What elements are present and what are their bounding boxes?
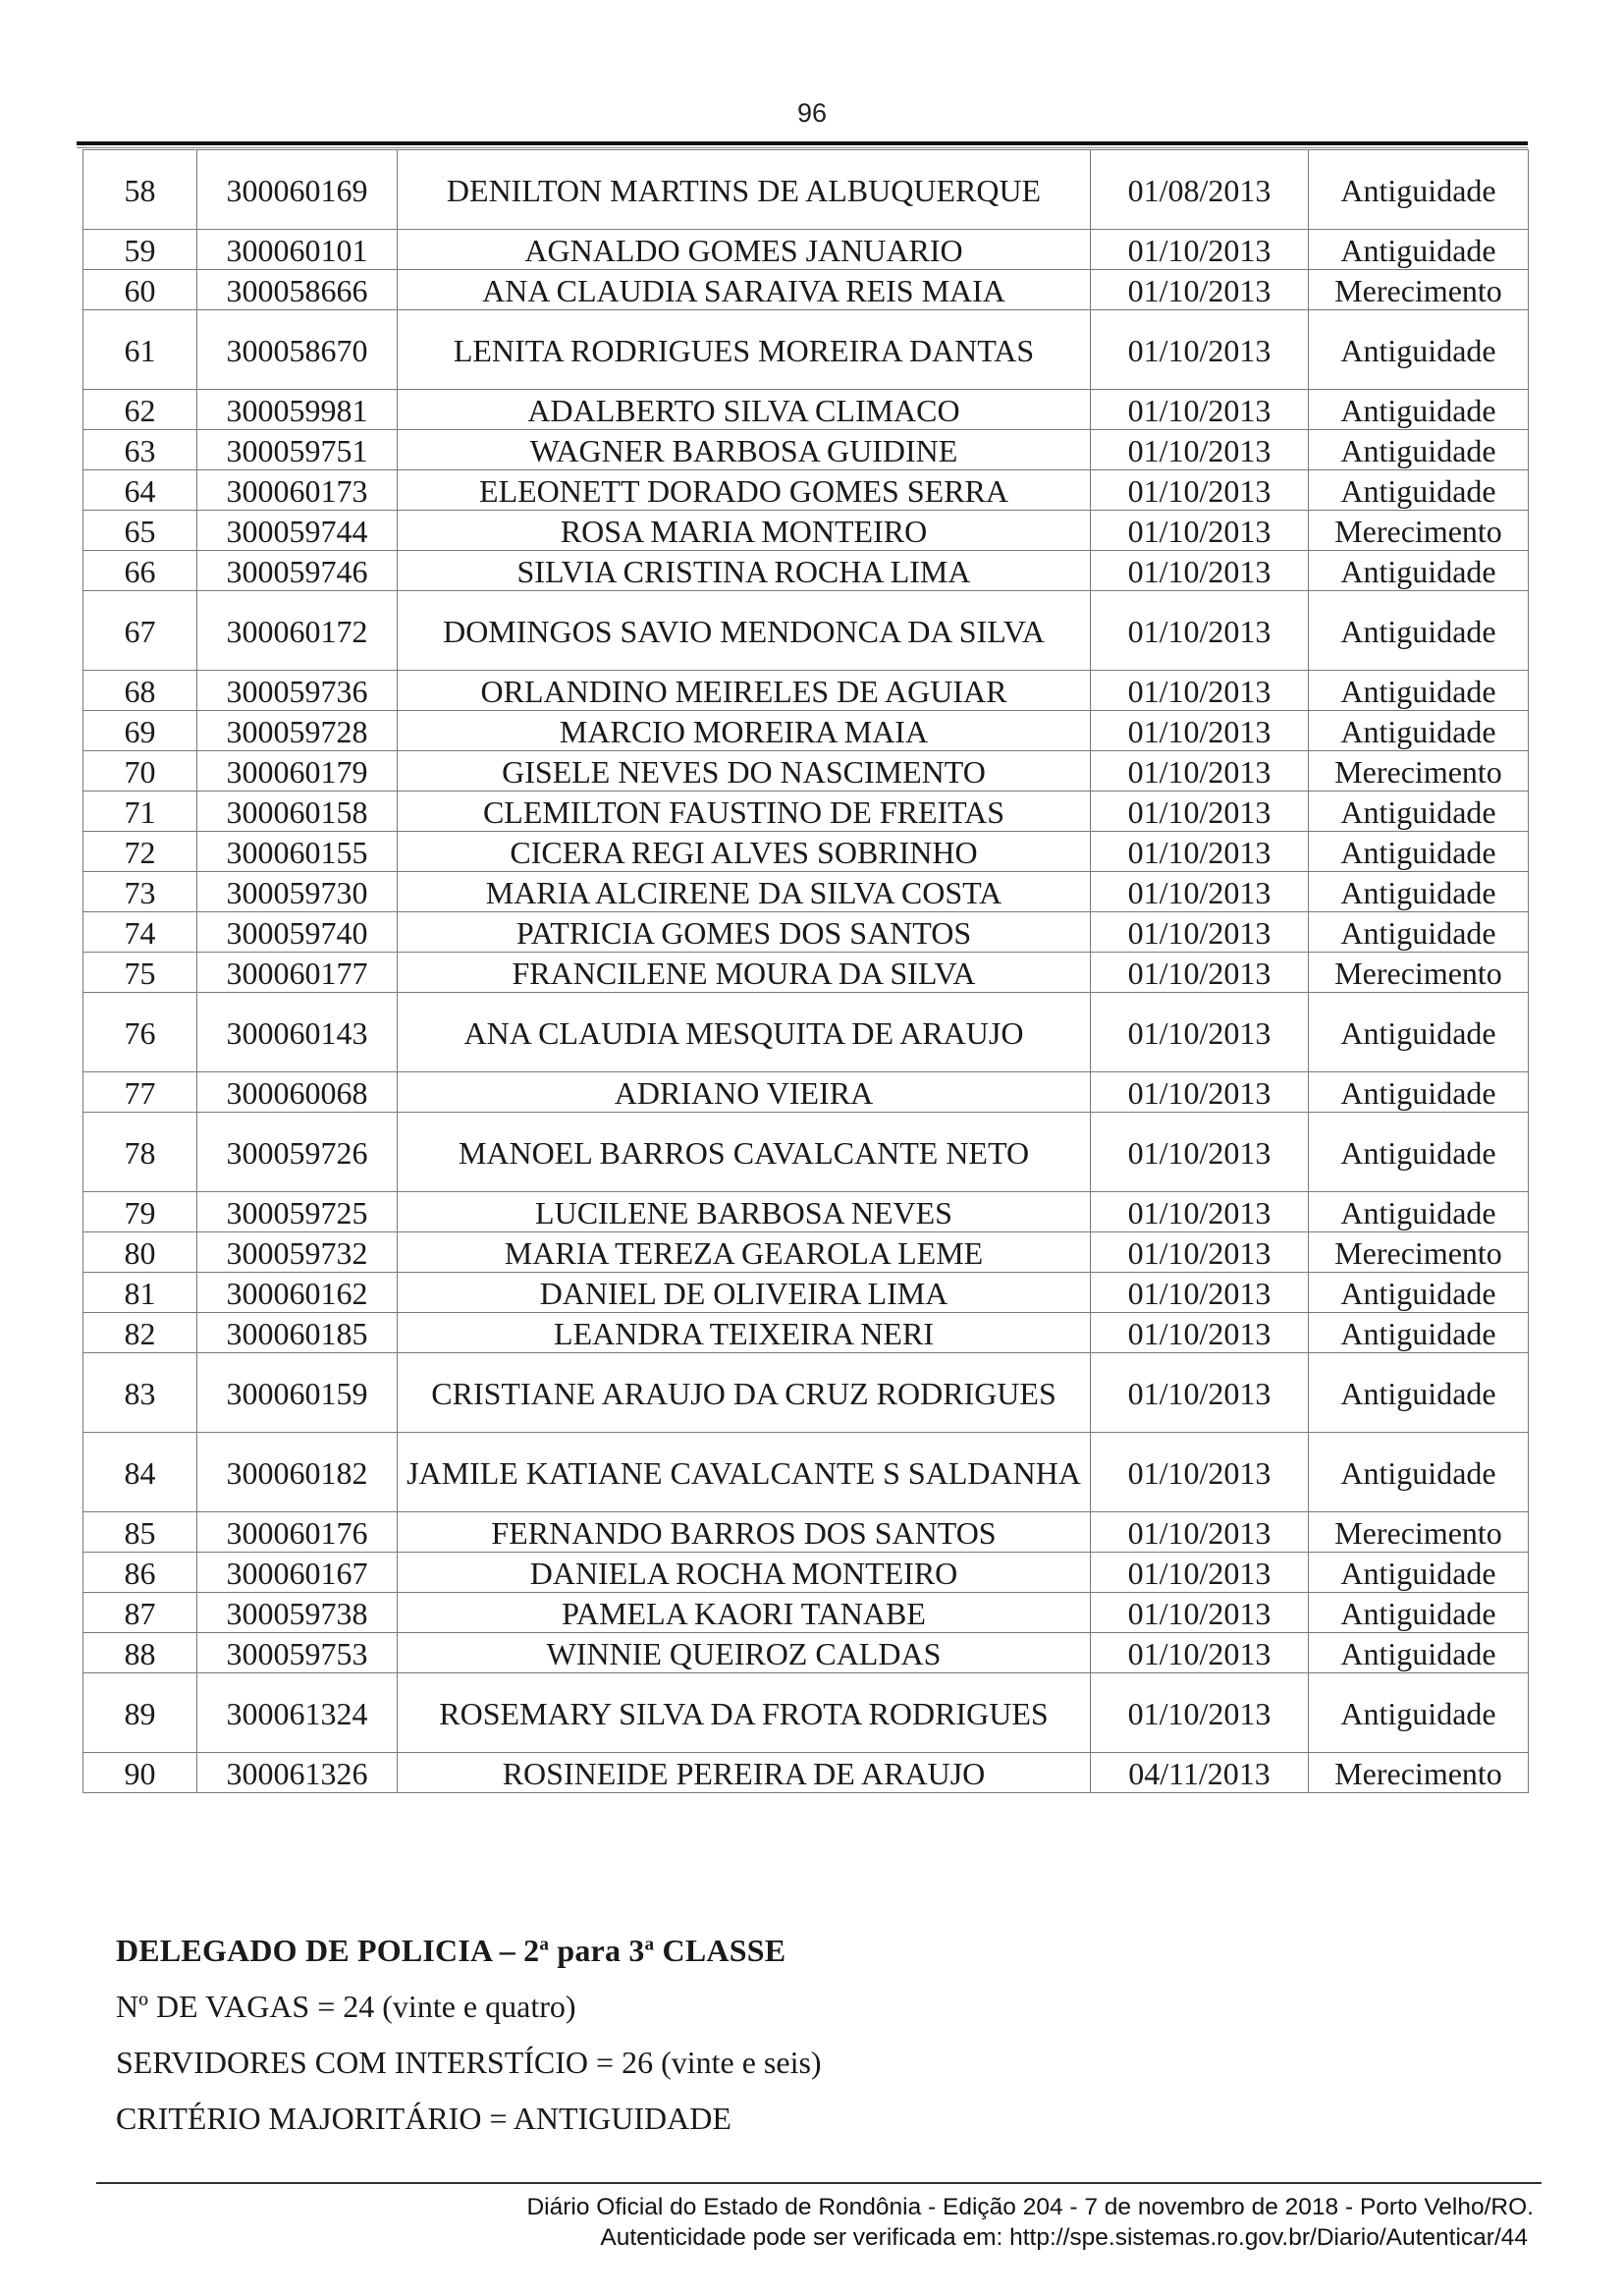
row-number: 65 [83, 511, 197, 551]
criterio-cell: Antiguidade [1309, 711, 1529, 751]
table-row [83, 711, 1529, 751]
name-cell: DOMINGOS SAVIO MENDONCA DA SILVA [398, 591, 1091, 671]
matricula-cell: 300059740 [197, 912, 398, 953]
date-cell: 01/08/2013 [1091, 150, 1309, 230]
table-row [83, 872, 1529, 912]
row-number: 84 [83, 1433, 197, 1512]
name-cell: DENILTON MARTINS DE ALBUQUERQUE [398, 150, 1091, 230]
section-title-prefix: DELEGADO DE POLICIA – 2 [116, 1933, 540, 1968]
matricula-cell: 300060179 [197, 751, 398, 792]
name-cell: PAMELA KAORI TANABE [398, 1593, 1091, 1633]
row-number: 78 [83, 1113, 197, 1192]
criterio-cell: Antiguidade [1309, 1113, 1529, 1192]
name-cell: FERNANDO BARROS DOS SANTOS [398, 1512, 1091, 1553]
date-cell: 01/10/2013 [1091, 792, 1309, 832]
table-row [83, 1313, 1529, 1353]
page-number: 96 [796, 98, 828, 128]
date-cell: 01/10/2013 [1091, 390, 1309, 430]
matricula-cell: 300059746 [197, 551, 398, 591]
table-row [83, 1192, 1529, 1232]
name-cell: PATRICIA GOMES DOS SANTOS [398, 912, 1091, 953]
table-row [83, 1433, 1529, 1512]
name-cell: ROSEMARY SILVA DA FROTA RODRIGUES [398, 1673, 1091, 1753]
name-cell: ELEONETT DORADO GOMES SERRA [398, 470, 1091, 511]
table-row [83, 230, 1529, 270]
date-cell: 01/10/2013 [1091, 1232, 1309, 1273]
name-cell: CICERA REGI ALVES SOBRINHO [398, 832, 1091, 872]
row-number: 82 [83, 1313, 197, 1353]
matricula-cell: 300059732 [197, 1232, 398, 1273]
matricula-cell: 300060101 [197, 230, 398, 270]
row-number: 72 [83, 832, 197, 872]
date-cell: 01/10/2013 [1091, 1313, 1309, 1353]
matricula-cell: 300059744 [197, 511, 398, 551]
name-cell: WAGNER BARBOSA GUIDINE [398, 430, 1091, 470]
row-number: 60 [83, 270, 197, 310]
footer-rule [96, 2182, 1542, 2184]
table-row [83, 1072, 1529, 1113]
date-cell: 01/10/2013 [1091, 470, 1309, 511]
row-number: 77 [83, 1072, 197, 1113]
matricula-cell: 300060177 [197, 953, 398, 993]
criterio-cell: Antiguidade [1309, 1553, 1529, 1593]
criterio-cell: Antiguidade [1309, 1433, 1529, 1512]
table-row [83, 511, 1529, 551]
matricula-cell: 300060068 [197, 1072, 398, 1113]
criterio-cell: Antiguidade [1309, 671, 1529, 711]
criterio-cell: Antiguidade [1309, 1353, 1529, 1433]
matricula-cell: 300059730 [197, 872, 398, 912]
criterio-cell: Antiguidade [1309, 310, 1529, 390]
footer-authenticity-link[interactable]: Autenticidade pode ser verificada em: http://spe.sistemas.ro.gov.br/Diario/Autenticar/44 [600, 2224, 1528, 2251]
name-cell: MARCIO MOREIRA MAIA [398, 711, 1091, 751]
matricula-cell: 300059738 [197, 1593, 398, 1633]
criterio-cell: Antiguidade [1309, 1633, 1529, 1673]
date-cell: 01/10/2013 [1091, 1113, 1309, 1192]
matricula-cell: 300060169 [197, 150, 398, 230]
table-row [83, 792, 1529, 832]
date-cell: 01/10/2013 [1091, 551, 1309, 591]
name-cell: GISELE NEVES DO NASCIMENTO [398, 751, 1091, 792]
matricula-cell: 300060167 [197, 1553, 398, 1593]
name-cell: ANA CLAUDIA SARAIVA REIS MAIA [398, 270, 1091, 310]
name-cell: ROSINEIDE PEREIRA DE ARAUJO [398, 1753, 1091, 1793]
criterio-cell: Antiguidade [1309, 430, 1529, 470]
criterio-cell: Antiguidade [1309, 832, 1529, 872]
table-row [83, 270, 1529, 310]
section-title-suffix: CLASSE [654, 1933, 786, 1968]
date-cell: 01/10/2013 [1091, 671, 1309, 711]
criterio-cell: Antiguidade [1309, 1273, 1529, 1313]
table-row [83, 150, 1529, 230]
table-row [83, 1553, 1529, 1593]
delegado-section [116, 1933, 822, 2157]
matricula-cell: 300060159 [197, 1353, 398, 1433]
matricula-cell: 300059753 [197, 1633, 398, 1673]
table-row [83, 551, 1529, 591]
name-cell: DANIEL DE OLIVEIRA LIMA [398, 1273, 1091, 1313]
row-number: 90 [83, 1753, 197, 1793]
table-row [83, 430, 1529, 470]
date-cell: 01/10/2013 [1091, 230, 1309, 270]
footer [526, 2192, 1534, 2253]
date-cell: 01/10/2013 [1091, 832, 1309, 872]
name-cell: FRANCILENE MOURA DA SILVA [398, 953, 1091, 993]
table-row [83, 1673, 1529, 1753]
criterio-cell: Antiguidade [1309, 150, 1529, 230]
table-row [83, 912, 1529, 953]
name-cell: ANA CLAUDIA MESQUITA DE ARAUJO [398, 993, 1091, 1072]
name-cell: MARIA ALCIRENE DA SILVA COSTA [398, 872, 1091, 912]
date-cell: 01/10/2013 [1091, 751, 1309, 792]
header-rule [77, 141, 1528, 145]
vagas-line: Nº DE VAGAS = 24 (vinte e quatro) [116, 1989, 576, 2024]
matricula-cell: 300060155 [197, 832, 398, 872]
name-cell: LEANDRA TEIXEIRA NERI [398, 1313, 1091, 1353]
criterio-cell: Merecimento [1309, 751, 1529, 792]
criterio-line: CRITÉRIO MAJORITÁRIO = ANTIGUIDADE [116, 2101, 731, 2136]
table-row [83, 751, 1529, 792]
table-row [83, 953, 1529, 993]
header-rule-thin [77, 147, 1528, 148]
name-cell: CLEMILTON FAUSTINO DE FREITAS [398, 792, 1091, 832]
matricula-cell: 300060185 [197, 1313, 398, 1353]
name-cell: CRISTIANE ARAUJO DA CRUZ RODRIGUES [398, 1353, 1091, 1433]
table-row [83, 1353, 1529, 1433]
criterio-cell: Merecimento [1309, 953, 1529, 993]
date-cell: 01/10/2013 [1091, 1353, 1309, 1433]
criterio-cell: Merecimento [1309, 1232, 1529, 1273]
row-number: 59 [83, 230, 197, 270]
table-row [83, 1633, 1529, 1673]
table-row [83, 832, 1529, 872]
criterio-cell: Antiguidade [1309, 591, 1529, 671]
criterio-cell: Antiguidade [1309, 993, 1529, 1072]
table-row [83, 1232, 1529, 1273]
row-number: 79 [83, 1192, 197, 1232]
criterio-cell: Antiguidade [1309, 792, 1529, 832]
name-cell: ADRIANO VIEIRA [398, 1072, 1091, 1113]
criterio-cell: Merecimento [1309, 1512, 1529, 1553]
matricula-cell: 300058666 [197, 270, 398, 310]
matricula-cell: 300060162 [197, 1273, 398, 1313]
criterio-cell: Merecimento [1309, 511, 1529, 551]
row-number: 68 [83, 671, 197, 711]
table-row [83, 1273, 1529, 1313]
row-number: 88 [83, 1633, 197, 1673]
criterio-cell: Antiguidade [1309, 551, 1529, 591]
matricula-cell: 300058670 [197, 310, 398, 390]
table-row [83, 1593, 1529, 1633]
name-cell: SILVIA CRISTINA ROCHA LIMA [398, 551, 1091, 591]
date-cell: 01/10/2013 [1091, 1072, 1309, 1113]
date-cell: 01/10/2013 [1091, 1673, 1309, 1753]
matricula-cell: 300060172 [197, 591, 398, 671]
table-row [83, 310, 1529, 390]
table-row [83, 1753, 1529, 1793]
section-title-ordinal-1: a [539, 1934, 550, 1955]
matricula-cell: 300060176 [197, 1512, 398, 1553]
name-cell: LUCILENE BARBOSA NEVES [398, 1192, 1091, 1232]
table-row [83, 993, 1529, 1072]
name-cell: WINNIE QUEIROZ CALDAS [398, 1633, 1091, 1673]
row-number: 66 [83, 551, 197, 591]
servidores-line: SERVIDORES COM INTERSTÍCIO = 26 (vinte e seis) [116, 2045, 822, 2080]
name-cell: ADALBERTO SILVA CLIMACO [398, 390, 1091, 430]
table-row [83, 390, 1529, 430]
criterio-cell: Merecimento [1309, 270, 1529, 310]
criterio-cell: Antiguidade [1309, 1313, 1529, 1353]
date-cell: 01/10/2013 [1091, 1593, 1309, 1633]
matricula-cell: 300060173 [197, 470, 398, 511]
date-cell: 01/10/2013 [1091, 711, 1309, 751]
matricula-cell: 300061326 [197, 1753, 398, 1793]
table-row [83, 591, 1529, 671]
row-number: 85 [83, 1512, 197, 1553]
criterio-cell: Merecimento [1309, 1753, 1529, 1793]
date-cell: 01/10/2013 [1091, 872, 1309, 912]
matricula-cell: 300059981 [197, 390, 398, 430]
matricula-cell: 300059728 [197, 711, 398, 751]
section-title [116, 1933, 822, 1969]
date-cell: 01/10/2013 [1091, 1512, 1309, 1553]
table-row [83, 1113, 1529, 1192]
date-cell: 01/10/2013 [1091, 270, 1309, 310]
criterio-cell: Antiguidade [1309, 470, 1529, 511]
name-cell: ORLANDINO MEIRELES DE AGUIAR [398, 671, 1091, 711]
date-cell: 01/10/2013 [1091, 1553, 1309, 1593]
row-number: 69 [83, 711, 197, 751]
roster-body [83, 150, 1529, 1793]
row-number: 62 [83, 390, 197, 430]
matricula-cell: 300060182 [197, 1433, 398, 1512]
date-cell: 01/10/2013 [1091, 1273, 1309, 1313]
criterio-cell: Antiguidade [1309, 872, 1529, 912]
row-number: 86 [83, 1553, 197, 1593]
matricula-cell: 300059726 [197, 1113, 398, 1192]
criterio-cell: Antiguidade [1309, 1673, 1529, 1753]
name-cell: MARIA TEREZA GEAROLA LEME [398, 1232, 1091, 1273]
row-number: 75 [83, 953, 197, 993]
name-cell: ROSA MARIA MONTEIRO [398, 511, 1091, 551]
date-cell: 01/10/2013 [1091, 993, 1309, 1072]
section-title-mid: para 3 [549, 1933, 645, 1968]
row-number: 83 [83, 1353, 197, 1433]
criterio-cell: Antiguidade [1309, 230, 1529, 270]
date-cell: 01/10/2013 [1091, 430, 1309, 470]
name-cell: LENITA RODRIGUES MOREIRA DANTAS [398, 310, 1091, 390]
row-number: 61 [83, 310, 197, 390]
matricula-cell: 300060143 [197, 993, 398, 1072]
row-number: 58 [83, 150, 197, 230]
row-number: 89 [83, 1673, 197, 1753]
row-number: 71 [83, 792, 197, 832]
footer-edition: Diário Oficial do Estado de Rondônia - Edição 204 - 7 de novembro de 2018 - Porto Velho/RO. [526, 2194, 1534, 2220]
matricula-cell: 300059751 [197, 430, 398, 470]
promotion-roster-table [82, 149, 1529, 1793]
row-number: 63 [83, 430, 197, 470]
criterio-cell: Antiguidade [1309, 1192, 1529, 1232]
name-cell: JAMILE KATIANE CAVALCANTE S SALDANHA [398, 1433, 1091, 1512]
criterio-cell: Antiguidade [1309, 1072, 1529, 1113]
matricula-cell: 300060158 [197, 792, 398, 832]
matricula-cell: 300059736 [197, 671, 398, 711]
name-cell: MANOEL BARROS CAVALCANTE NETO [398, 1113, 1091, 1192]
matricula-cell: 300061324 [197, 1673, 398, 1753]
date-cell: 01/10/2013 [1091, 1433, 1309, 1512]
date-cell: 01/10/2013 [1091, 1192, 1309, 1232]
section-title-ordinal-2: a [644, 1934, 655, 1955]
name-cell: AGNALDO GOMES JANUARIO [398, 230, 1091, 270]
row-number: 87 [83, 1593, 197, 1633]
date-cell: 01/10/2013 [1091, 591, 1309, 671]
row-number: 81 [83, 1273, 197, 1313]
date-cell: 01/10/2013 [1091, 310, 1309, 390]
table-row [83, 1512, 1529, 1553]
row-number: 64 [83, 470, 197, 511]
criterio-cell: Antiguidade [1309, 912, 1529, 953]
matricula-cell: 300059725 [197, 1192, 398, 1232]
date-cell: 01/10/2013 [1091, 511, 1309, 551]
criterio-cell: Antiguidade [1309, 1593, 1529, 1633]
date-cell: 01/10/2013 [1091, 912, 1309, 953]
date-cell: 01/10/2013 [1091, 1633, 1309, 1673]
date-cell: 04/11/2013 [1091, 1753, 1309, 1793]
row-number: 70 [83, 751, 197, 792]
row-number: 73 [83, 872, 197, 912]
row-number: 74 [83, 912, 197, 953]
table-row [83, 470, 1529, 511]
row-number: 80 [83, 1232, 197, 1273]
row-number: 76 [83, 993, 197, 1072]
name-cell: DANIELA ROCHA MONTEIRO [398, 1553, 1091, 1593]
table-row [83, 671, 1529, 711]
criterio-cell: Antiguidade [1309, 390, 1529, 430]
row-number: 67 [83, 591, 197, 671]
date-cell: 01/10/2013 [1091, 953, 1309, 993]
